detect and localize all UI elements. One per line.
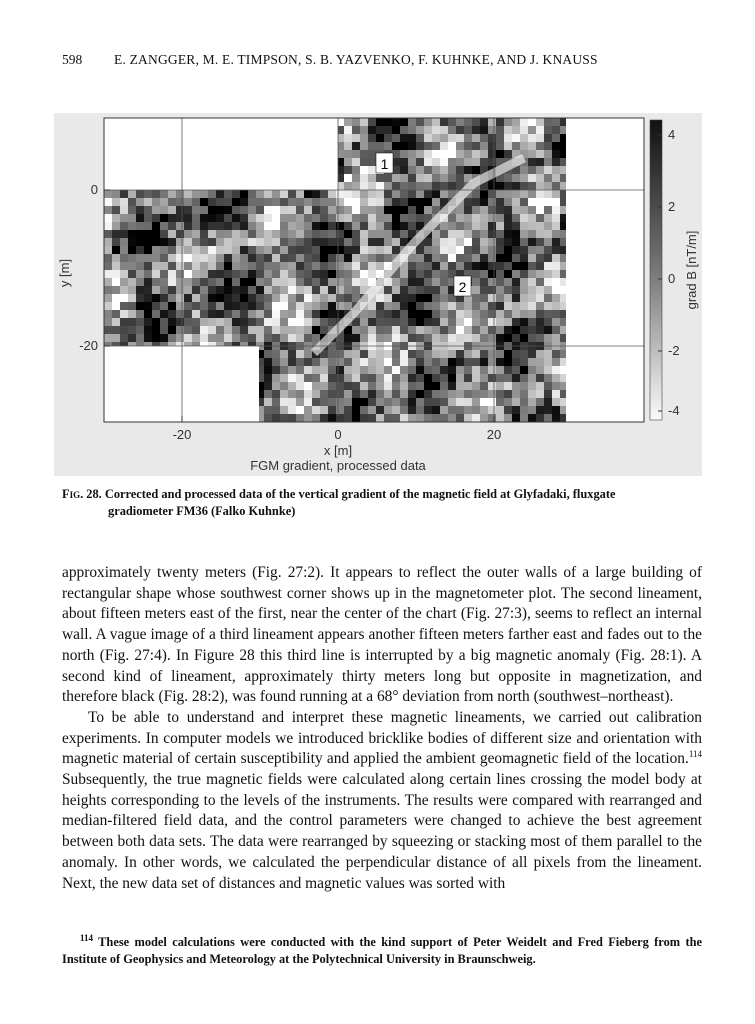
- footnote-ref: 114: [688, 749, 702, 760]
- colorbar-tick-label: 0: [668, 271, 676, 286]
- paragraph-2: [62, 708, 702, 894]
- y-tick-label: 0: [90, 182, 98, 197]
- marker-2: [454, 276, 471, 296]
- paragraph-2-text-a: To be able to understand and interpret these magnetic lineaments, we carried out calibration experiments. In computer models we introduced bricklike bodies of different size and orientation with magnetic material of certain susceptibility and applied the ambient geomagnetic field of the location.: [62, 708, 702, 768]
- caption-line-2: gradiometer FM36 (Falko Kuhnke): [108, 504, 296, 518]
- body-text: [62, 563, 702, 894]
- y-tick-label: -20: [79, 338, 98, 353]
- figure-subtitle: FGM gradient, processed data: [250, 458, 426, 473]
- x-tick-label: -20: [172, 427, 192, 442]
- x-tick-label: 0: [334, 427, 342, 442]
- colorbar-tick-label: 2: [668, 199, 676, 214]
- paragraph-2-text-b: Subsequently, the true magnetic fields were calculated along certain lines crossing the model body at heights corresponding to the levels of the instruments. The results were compared with rearranged and median-filtered field data, and the control parameters were changed to achieve the best agreement between both data sets. The data were rearranged by squeezing or stacking most of them parallel to the anomaly. In other words, we calculated the perpendicular distance of all pixels from the lineament. Next, the new data set of distances and magnetic values was sorted with: [62, 771, 702, 892]
- header-authors: E. ZANGGER, M. E. TIMPSON, S. B. YAZVENKO, F. KUHNKE, AND J. KNAUSS: [114, 52, 598, 67]
- colorbar: [650, 120, 662, 420]
- page-number: 598: [62, 52, 83, 67]
- colorbar-tick-label: -4: [668, 403, 680, 418]
- marker-1: [376, 153, 393, 173]
- x-axis-label: x [m]: [323, 443, 353, 458]
- figure-caption: [62, 486, 702, 520]
- svg-text:1: 1: [380, 156, 389, 172]
- magnetic-gradient-figure: [54, 113, 702, 476]
- colorbar-tick-label: -2: [668, 343, 680, 358]
- y-axis-label: y [m]: [57, 258, 72, 288]
- running-header: [62, 52, 702, 68]
- footnote-number: 114: [80, 932, 94, 943]
- footnote-text: These model calculations were conducted with the kind support of Peter Weidelt and Fred Fieberg from the Institute of Geophysics and Meteorology at the Polytechnical University in Braunschweig.: [62, 935, 702, 966]
- colorbar-label: grad B [nT/m]: [684, 230, 699, 310]
- caption-label: Fig. 28.: [62, 487, 102, 501]
- paragraph-1: approximately twenty meters (Fig. 27:2). It appears to reflect the outer walls of a large building of rectangular shape whose southwest corner shows up in the magnetometer plot. The second lineament, about fifteen meters east of the first, near the center of the chart (Fig. 27:3), seems to reflect an internal wall. A vague image of a third lineament appears another fifteen meters farther east and fades out to the north (Fig. 27:4). In Figure 28 this third line is interrupted by a big magnetic anomaly (Fig. 28:1). A second kind of lineament, approximately thirty meters long but opposite in magnetization, and therefore black (Fig. 28:2), was found running at a 68° deviation from north (southwest–northeast).: [62, 564, 702, 706]
- x-tick-label: 20: [486, 427, 502, 442]
- figure-svg: [54, 113, 702, 476]
- colorbar-tick-label: 4: [668, 127, 676, 142]
- caption-line-1: Corrected and processed data of the vertical gradient of the magnetic field at Glyfadaki, fluxgate: [104, 487, 616, 501]
- footnote: [62, 934, 702, 968]
- svg-text:2: 2: [458, 279, 467, 295]
